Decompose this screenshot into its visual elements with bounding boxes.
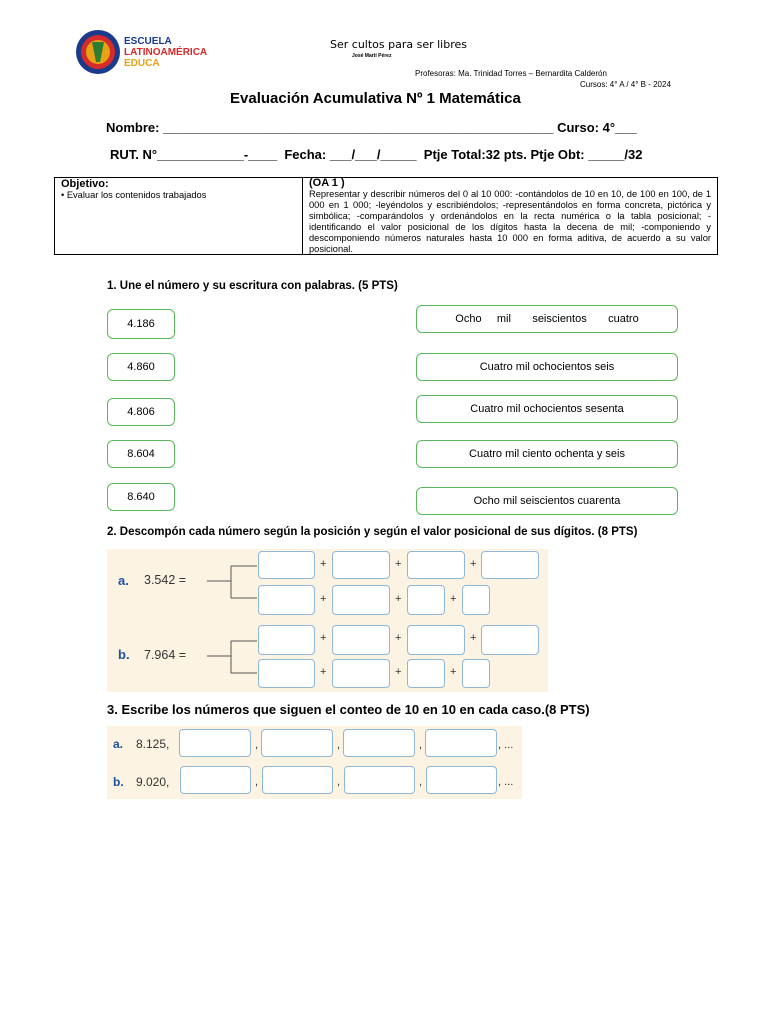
- number-box[interactable]: 4.860: [107, 353, 175, 381]
- item-b-start: 9.020,: [136, 775, 170, 789]
- answer-box[interactable]: [407, 551, 465, 579]
- oa-text: Representar y describir números del 0 al 10 000: -contándolos de 10 en 10, de 100 en 100, de 1 000 en 1 000; -leyéndolos y escribiéndolos; -representándolos en forma concreta, pictórica y simbólica; -comparándolos y ordenándolos en la recta numérica o la tabla posicional; -identificando el valor posicional de los dígitos hasta la decena de mil; -componiendo y descomponiendo números naturales hasta 10 000 en forma aditiva, de acuerdo a su valor posicional.: [309, 189, 711, 254]
- rut-line: RUT. N°____________-____ Fecha: ___/___/_____ Ptje Total:32 pts. Ptje Obt: _____/32: [110, 147, 643, 162]
- oa-heading: (OA 1 ): [309, 177, 345, 189]
- oa-cell: [303, 178, 717, 254]
- plus-sign: +: [320, 666, 327, 678]
- answer-box[interactable]: [332, 625, 390, 655]
- answer-box[interactable]: [332, 585, 390, 615]
- word-box[interactable]: Ocho mil seiscientos cuarenta: [416, 487, 678, 515]
- word-box[interactable]: Ocho mil seiscientos cuatro: [416, 305, 678, 333]
- answer-box[interactable]: [179, 729, 251, 757]
- answer-box[interactable]: [262, 766, 333, 794]
- plus-sign: +: [395, 558, 402, 570]
- answer-box[interactable]: [462, 585, 490, 615]
- teachers: Profesoras: Ma. Trinidad Torres – Bernardita Calderón: [415, 69, 607, 78]
- q2-heading: 2. Descompón cada número según la posición y según el valor posicional de sus dígitos. (8 PTS): [107, 526, 638, 538]
- logo-line2: LATINOAMÉRICA: [124, 47, 208, 58]
- courses: Cursos: 4° A / 4° B - 2024: [580, 80, 671, 89]
- item-a-label: a.: [118, 573, 129, 588]
- number-box[interactable]: 8.640: [107, 483, 175, 511]
- number-box[interactable]: 4.186: [107, 309, 175, 339]
- ellipsis: , ...: [498, 739, 514, 751]
- comma: ,: [255, 739, 259, 751]
- answer-box[interactable]: [258, 659, 315, 688]
- objective-heading: Objetivo:: [61, 178, 109, 190]
- number-box[interactable]: 8.604: [107, 440, 175, 468]
- item-b-label: b.: [113, 775, 124, 789]
- comma: ,: [337, 739, 341, 751]
- word-box[interactable]: Cuatro mil ochocientos seis: [416, 353, 678, 381]
- word-box[interactable]: Cuatro mil ochocientos sesenta: [416, 395, 678, 423]
- logo-line1: ESCUELA: [124, 36, 172, 47]
- comma: ,: [337, 776, 341, 788]
- item-b-expression: 7.964 =: [144, 648, 187, 662]
- name-line: Nombre: ______________________________________________________ Curso: 4°___: [106, 120, 637, 135]
- comma: ,: [419, 776, 423, 788]
- answer-box[interactable]: [332, 659, 390, 688]
- plus-sign: +: [450, 666, 457, 678]
- answer-box[interactable]: [426, 766, 497, 794]
- word-box[interactable]: Cuatro mil ciento ochenta y seis: [416, 440, 678, 468]
- answer-box[interactable]: [180, 766, 251, 794]
- answer-box[interactable]: [332, 551, 390, 579]
- item-a-start: 8.125,: [136, 737, 170, 751]
- logo-line3: EDUCA: [124, 58, 160, 69]
- page-title: Evaluación Acumulativa Nº 1 Matemática: [230, 90, 521, 107]
- answer-box[interactable]: [481, 551, 539, 579]
- answer-box[interactable]: [258, 551, 315, 579]
- comma: ,: [255, 776, 259, 788]
- comma: ,: [419, 739, 423, 751]
- motto-author: José Martí Pérez: [352, 53, 392, 59]
- plus-sign: +: [320, 558, 327, 570]
- logo-text: [124, 36, 207, 69]
- answer-box[interactable]: [344, 766, 415, 794]
- bracket-a: [207, 563, 259, 613]
- plus-sign: +: [320, 632, 327, 644]
- answer-box[interactable]: [343, 729, 415, 757]
- answer-box[interactable]: [258, 585, 315, 615]
- q3-heading: 3. Escribe los números que siguen el conteo de 10 en 10 en cada caso.(8 PTS): [107, 702, 590, 717]
- ellipsis: , ...: [498, 776, 514, 788]
- plus-sign: +: [320, 593, 327, 605]
- plus-sign: +: [470, 632, 477, 644]
- q2-exercise-panel: [107, 549, 548, 692]
- number-box[interactable]: 4.806: [107, 398, 175, 426]
- objective-table: [54, 177, 718, 255]
- answer-box[interactable]: [261, 729, 333, 757]
- answer-box[interactable]: [407, 585, 445, 615]
- answer-box[interactable]: [425, 729, 497, 757]
- plus-sign: +: [395, 666, 402, 678]
- plus-sign: +: [450, 593, 457, 605]
- q3-exercise-panel: [107, 726, 522, 799]
- plus-sign: +: [470, 558, 477, 570]
- answer-box[interactable]: [407, 659, 445, 688]
- item-b-label: b.: [118, 647, 130, 662]
- answer-box[interactable]: [258, 625, 315, 655]
- answer-box[interactable]: [481, 625, 539, 655]
- answer-box[interactable]: [407, 625, 465, 655]
- objective-cell: [55, 178, 303, 254]
- answer-box[interactable]: [462, 659, 490, 688]
- objective-item: • Evaluar los contenidos trabajados: [61, 190, 207, 200]
- plus-sign: +: [395, 593, 402, 605]
- bracket-b: [207, 638, 259, 688]
- item-a-label: a.: [113, 737, 124, 751]
- plus-sign: +: [395, 632, 402, 644]
- q1-heading: 1. Une el número y su escritura con palabras. (5 PTS): [107, 280, 398, 292]
- motto: Ser cultos para ser libres: [330, 38, 467, 51]
- item-a-expression: 3.542 =: [144, 573, 187, 587]
